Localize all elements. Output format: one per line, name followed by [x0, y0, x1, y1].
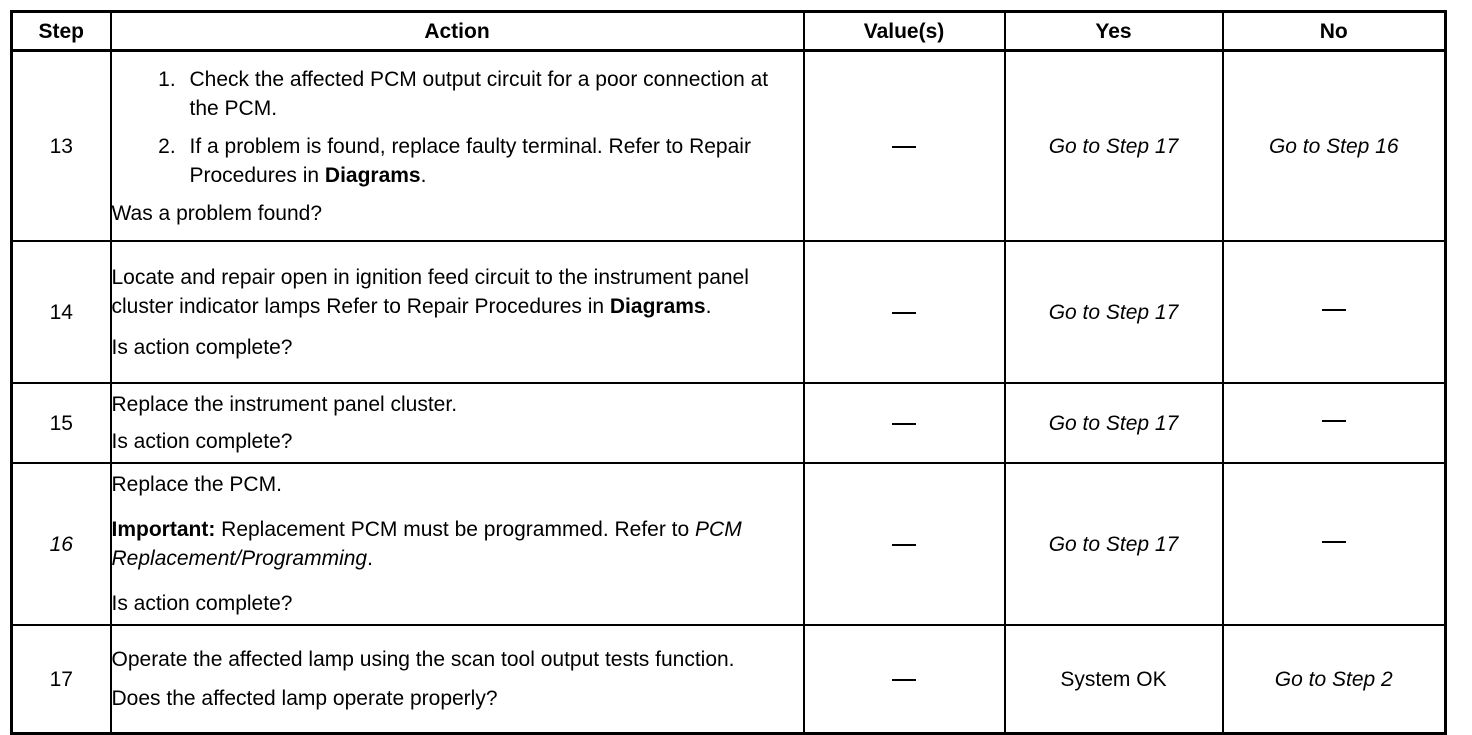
value-dash	[892, 679, 916, 681]
table-row	[12, 51, 1446, 242]
header-step: Step	[12, 12, 111, 51]
action-question: Was a problem found?	[111, 201, 323, 225]
table-header-row	[12, 12, 1446, 51]
value-dash	[892, 146, 916, 148]
action-steps-list	[112, 65, 803, 190]
no-result	[1223, 383, 1446, 463]
action-text-body: Locate and repair open in ignition feed circuit to the instrument panel cluster indicator lamps Refer to Repair Procedures in	[111, 265, 749, 318]
table-row	[12, 241, 1446, 383]
action-question: Is action complete?	[111, 430, 293, 453]
yes-result: System OK	[1005, 625, 1223, 734]
yes-result: Go to Step 17	[1005, 383, 1223, 463]
table-row	[12, 625, 1446, 734]
header-values: Value(s)	[804, 12, 1005, 51]
action-question: Is action complete?	[111, 592, 293, 615]
important-text: Replacement PCM must be programmed. Refer to	[215, 518, 696, 541]
diagnostic-table	[10, 10, 1447, 735]
important-note	[112, 515, 803, 573]
no-result-dash	[1322, 420, 1346, 422]
no-result: Go to Step 2	[1223, 625, 1446, 734]
value-dash	[892, 423, 916, 425]
diagrams-reference: Diagrams	[324, 163, 421, 187]
action-step-1: 1. Check the affected PCM output circuit for a poor connection at the PCM.	[182, 65, 803, 123]
action-text: Operate the affected lamp using the scan tool output tests function.	[111, 648, 735, 671]
value-cell	[804, 383, 1005, 463]
action-question: Is action complete?	[111, 335, 293, 359]
pcm-programming-reference: PCM Replacement/Programming	[111, 518, 742, 570]
header-yes: Yes	[1005, 12, 1223, 51]
step-number: 17	[12, 625, 111, 734]
action-step-2-tail: .	[420, 163, 427, 187]
no-result-dash	[1322, 309, 1346, 311]
action-cell	[111, 51, 804, 242]
no-result	[1223, 463, 1446, 625]
important-label: Important:	[111, 518, 216, 541]
diagnostic-table-page	[10, 10, 1444, 725]
action-question: Does the affected lamp operate properly?	[111, 687, 498, 710]
yes-result: Go to Step 17	[1005, 241, 1223, 383]
value-cell	[804, 463, 1005, 625]
no-result-dash	[1322, 541, 1346, 543]
yes-result: Go to Step 17	[1005, 463, 1223, 625]
action-text: Replace the instrument panel cluster.	[111, 393, 458, 416]
no-result: Go to Step 16	[1223, 51, 1446, 242]
value-cell	[804, 51, 1005, 242]
action-step-2-text: If a problem is found, replace faulty terminal. Refer to Repair Procedures in	[189, 134, 751, 187]
action-cell	[111, 383, 804, 463]
yes-result: Go to Step 17	[1005, 51, 1223, 242]
action-cell	[111, 241, 804, 383]
step-number: 13	[12, 51, 111, 242]
header-no: No	[1223, 12, 1446, 51]
value-cell	[804, 241, 1005, 383]
action-step-2	[182, 132, 803, 190]
action-text	[112, 263, 803, 321]
step-number: 14	[12, 241, 111, 383]
important-tail: .	[367, 547, 373, 570]
action-text: Replace the PCM.	[111, 473, 282, 496]
value-dash	[892, 312, 916, 314]
value-dash	[892, 544, 916, 546]
diagrams-reference: Diagrams	[609, 294, 706, 318]
action-cell	[111, 625, 804, 734]
table-row	[12, 383, 1446, 463]
table-row	[12, 463, 1446, 625]
no-result	[1223, 241, 1446, 383]
value-cell	[804, 625, 1005, 734]
step-number: 16	[12, 463, 111, 625]
action-text-tail: .	[705, 294, 712, 318]
step-number: 15	[12, 383, 111, 463]
action-cell	[111, 463, 804, 625]
header-action: Action	[111, 12, 804, 51]
